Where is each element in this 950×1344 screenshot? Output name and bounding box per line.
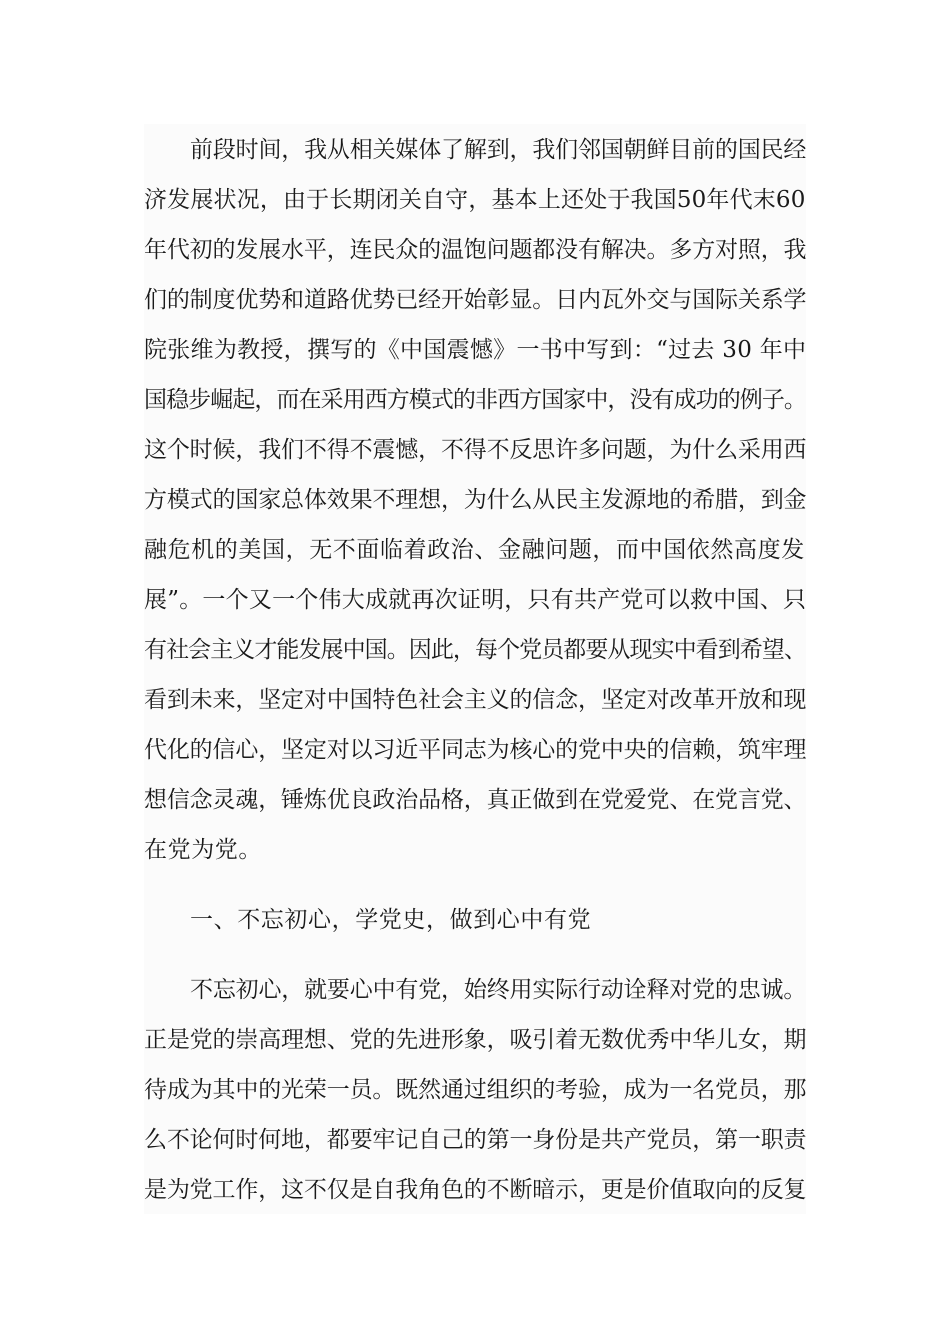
paragraph-1-line: 看到未来，坚定对中国特色社会主义的信念，坚定对改革开放和现	[144, 687, 807, 713]
paragraph-1-line: 有社会主义才能发展中国。因此，每个党员都要从现实中看到希望、	[144, 637, 807, 663]
paragraph-2-line: 待成为其中的光荣一员。既然通过组织的考验，成为一名党员，那	[144, 1077, 807, 1103]
paragraph-1-line: 代化的信心，坚定对以习近平同志为核心的党中央的信赖，筑牢理	[144, 737, 807, 763]
document-body	[144, 124, 806, 1214]
paragraph-2-line: 么不论何时何地，都要牢记自己的第一身份是共产党员，第一职责	[144, 1127, 807, 1153]
paragraph-2-line: 是为党工作，这不仅是自我角色的不断暗示，更是价值取向的反复	[144, 1177, 807, 1203]
paragraph-1-line: 们的制度优势和道路优势已经开始彰显。日内瓦外交与国际关系学	[144, 287, 807, 313]
paragraph-2-line: 不忘初心，就要心中有党，始终用实际行动诠释对党的忠诚。	[190, 977, 807, 1003]
paragraph-1-line: 想信念灵魂，锤炼优良政治品格，真正做到在党爱党、在党言党、	[144, 787, 807, 813]
paragraph-1-line: 国稳步崛起，而在采用西方模式的非西方国家中，没有成功的例子。	[144, 387, 807, 413]
section-heading: 一、不忘初心，学党史，做到心中有党	[190, 907, 592, 933]
paragraph-2-line: 正是党的崇高理想、党的先进形象，吸引着无数优秀中华儿女，期	[144, 1027, 807, 1053]
paragraph-1-line: 年代初的发展水平，连民众的温饱问题都没有解决。多方对照，我	[144, 237, 807, 263]
paragraph-1-line: 前段时间，我从相关媒体了解到，我们邻国朝鲜目前的国民经	[190, 137, 807, 163]
paragraph-1-line: 这个时候，我们不得不震憾，不得不反思许多问题，为什么采用西	[144, 437, 807, 463]
paragraph-1-line: 院张维为教授，撰写的《中国震憾》一书中写到：“过去 30 年中	[144, 337, 807, 363]
paragraph-1-line: 济发展状况，由于长期闭关自守，基本上还处于我国50年代末60	[144, 187, 806, 213]
paragraph-1-line: 融危机的美国，无不面临着政治、金融问题，而中国依然高度发	[144, 537, 805, 563]
paragraph-1-line: 方模式的国家总体效果不理想，为什么从民主发源地的希腊，到金	[144, 487, 807, 513]
paragraph-1-line: 在党为党。	[144, 837, 262, 863]
paragraph-1-line: 展”。一个又一个伟大成就再次证明，只有共产党可以救中国、只	[144, 587, 807, 613]
